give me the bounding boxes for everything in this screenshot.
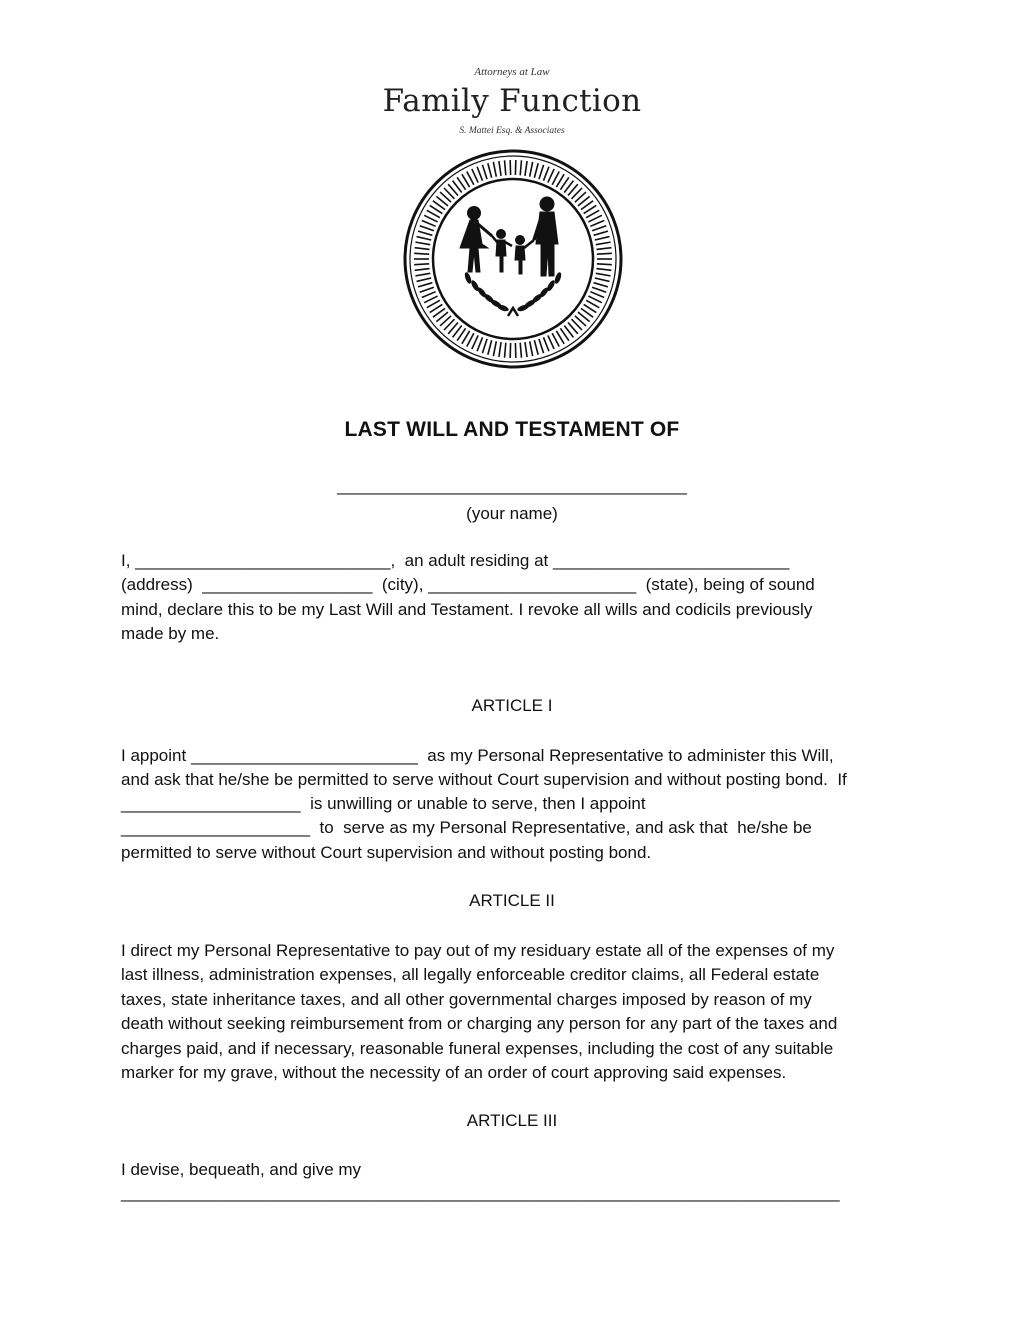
- bequest-blank[interactable]: ____________________________________________________________________________: [121, 1183, 840, 1202]
- article-line: last illness, administration expenses, all legally enforceable creditor claims, all Federal estate: [121, 965, 820, 984]
- logo-firm-name: Family Function: [382, 83, 642, 119]
- article-heading: ARTICLE III: [466, 1111, 558, 1130]
- article-heading: ARTICLE II: [469, 891, 555, 910]
- article-line: I appoint ________________________ as my Personal Representative to administer this Will,: [121, 746, 834, 765]
- name-blank[interactable]: _____________________________________: [337, 476, 687, 495]
- family-seal-icon: [402, 148, 624, 370]
- name-caption: (your name): [466, 504, 558, 523]
- intro-line: mind, declare this to be my Last Will and Testament. I revoke all wills and codicils previously: [121, 600, 813, 619]
- intro-line: (address) __________________ (city), ______________________ (state), being of sound: [121, 575, 815, 594]
- article-line: I direct my Personal Representative to pay out of my residuary estate all of the expenses of my: [121, 941, 835, 960]
- intro-line: made by me.: [121, 624, 220, 643]
- article-line: death without seeking reimbursement from or charging any person for any part of the taxes and: [121, 1014, 838, 1033]
- logo-subtitle: S. Mattei Esq. & Associates: [459, 126, 565, 136]
- document-title: LAST WILL AND TESTAMENT OF: [344, 418, 680, 441]
- article-line: marker for my grave, without the necessity of an order of court approving said expenses.: [121, 1063, 787, 1082]
- article-line: permitted to serve without Court supervision and without posting bond.: [121, 843, 652, 862]
- article-line: and ask that he/she be permitted to serve without Court supervision and without posting bond. If: [121, 770, 847, 789]
- intro-line: I, ___________________________, an adult residing at _________________________: [121, 551, 790, 570]
- article-line: charges paid, and if necessary, reasonable funeral expenses, including the cost of any suitable: [121, 1039, 834, 1058]
- logo-tagline: Attorneys at Law: [474, 66, 550, 78]
- article-line: ___________________ is unwilling or unable to serve, then I appoint: [121, 794, 646, 813]
- article-line: taxes, state inheritance taxes, and all other governmental charges imposed by reason of my: [121, 990, 812, 1009]
- article-line: I devise, bequeath, and give my: [121, 1160, 362, 1179]
- article-line: ____________________ to serve as my Personal Representative, and ask that he/she be: [121, 818, 812, 837]
- article-heading: ARTICLE I: [471, 696, 553, 715]
